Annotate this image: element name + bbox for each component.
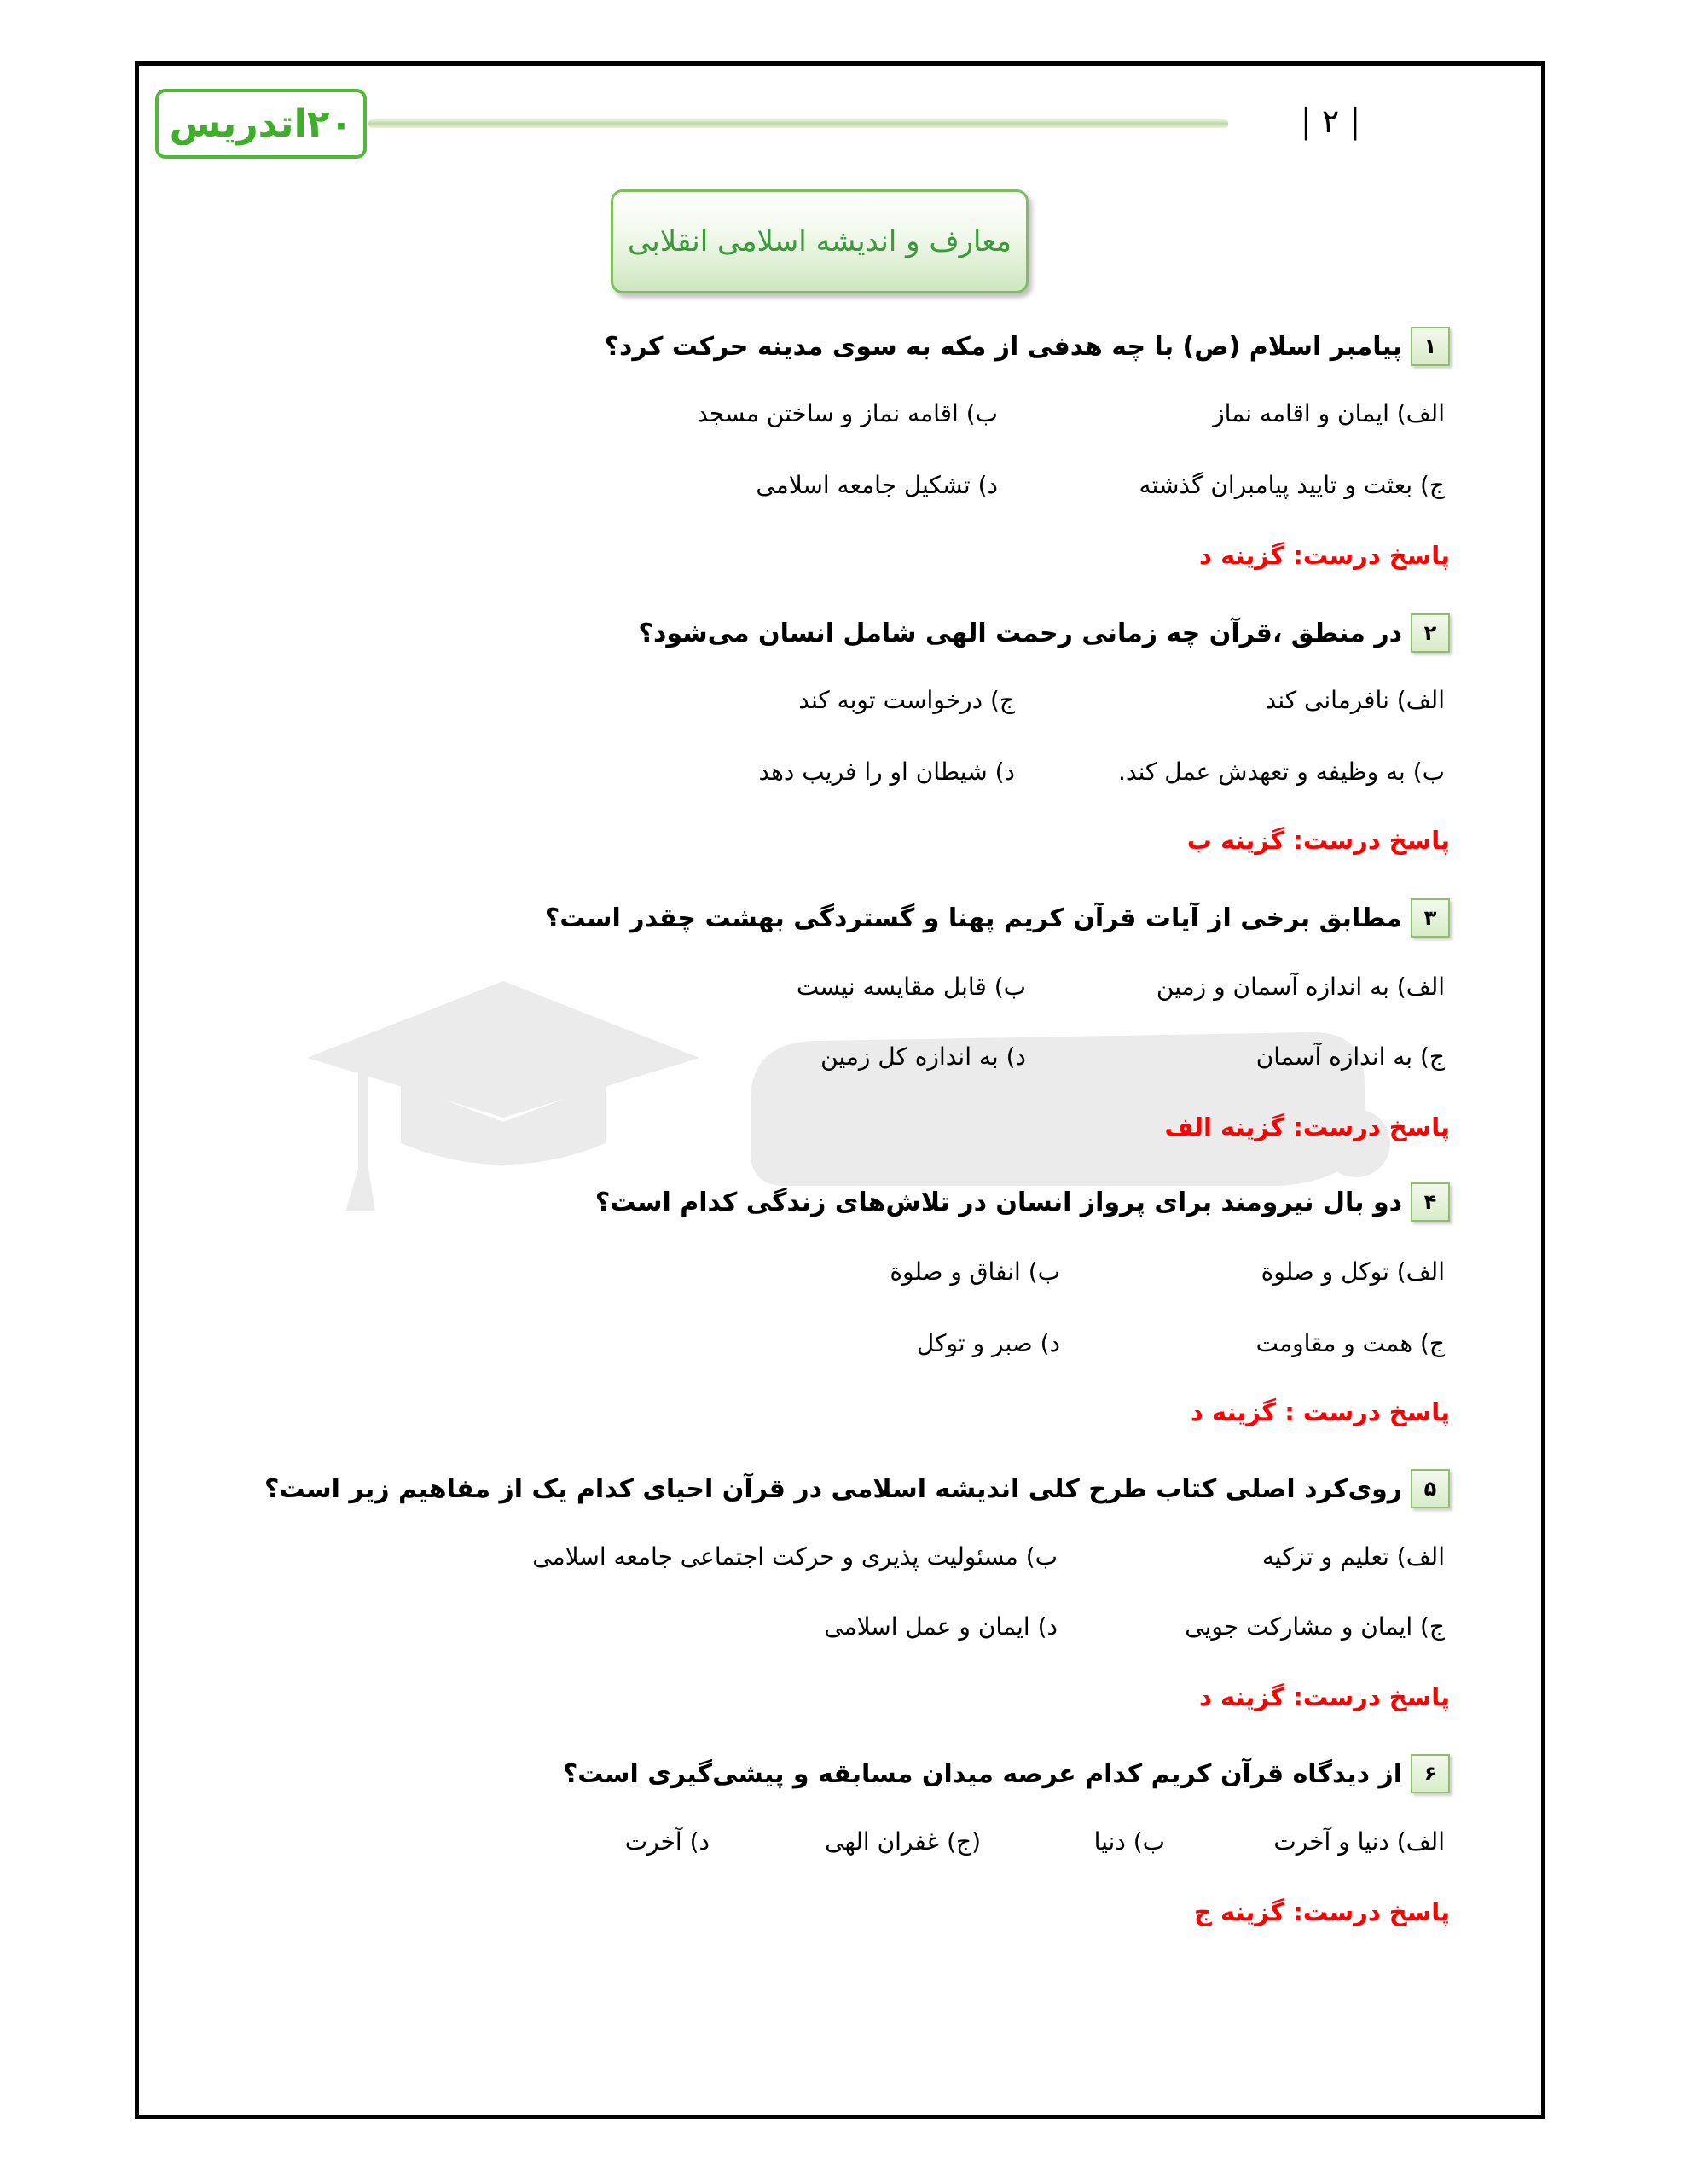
section-title: معارف و اندیشه اسلامی انقلابی: [627, 224, 1012, 258]
option: ب) انفاق و صلوة: [890, 1258, 1060, 1286]
page-border: [135, 61, 1545, 2119]
option: ب) اقامه نماز و ساختن مسجد: [697, 399, 998, 427]
option: (ج) غفران الهی: [825, 1827, 981, 1856]
option: الف) نافرمانی کند: [1265, 686, 1445, 714]
question-number: ۶: [1411, 1754, 1450, 1793]
answer: پاسخ درست: گزینه د: [1199, 1682, 1450, 1711]
question-text: پیامبر اسلام (ص) با چه هدفی از مکه به سوی مدینه حرکت کرد؟: [604, 331, 1402, 362]
option: د) تشکیل جامعه اسلامی: [756, 471, 998, 499]
option: ب) مسئولیت پذیری و حرکت اجتماعی جامعه اسلامی: [532, 1542, 1058, 1571]
answer: پاسخ درست: گزینه ج: [1194, 1897, 1450, 1926]
answer: پاسخ درست: گزینه ب: [1186, 826, 1450, 855]
option: ج) به اندازه آسمان: [1255, 1043, 1445, 1071]
question-number: ۴: [1411, 1182, 1450, 1222]
answer: پاسخ درست: گزینه د: [1199, 541, 1450, 570]
question-5: [264, 1469, 1450, 1508]
question-6: [563, 1754, 1450, 1793]
option: د) به اندازه کل زمین: [820, 1043, 1026, 1071]
page-number: | ۲ |: [1301, 102, 1361, 140]
question-text: در منطق ،قرآن چه زمانی رحمت الهی شامل انسان می‌شود؟: [638, 618, 1402, 648]
question-text: مطابق برخی از آیات قرآن کریم پهنا و گستردگی بهشت چقدر است؟: [544, 903, 1402, 933]
question-text: از دیدگاه قرآن کریم کدام عرصه میدان مسابقه و پیشی‌گیری است؟: [562, 1758, 1402, 1789]
question-text: دو بال نیرومند برای پرواز انسان در تلاش‌های زندگی کدام است؟: [594, 1187, 1402, 1217]
question-2: [639, 613, 1450, 653]
logo-text: ۲۰اتدریس: [169, 102, 353, 146]
option: ج) همت و مقاومت: [1255, 1329, 1445, 1357]
option: الف) تعلیم و تزکیه: [1261, 1542, 1445, 1571]
option: الف) ایمان و اقامه نماز: [1213, 399, 1445, 427]
question-4: [595, 1182, 1450, 1222]
option: ب) به وظیفه و تعهدش عمل کند.: [1117, 758, 1445, 786]
header-divider: [368, 119, 1228, 128]
question-3: [545, 898, 1450, 938]
option: د) ایمان و عمل اسلامی: [824, 1612, 1058, 1641]
question-1: [605, 327, 1450, 366]
option: ب) قابل مقایسه نیست: [796, 973, 1026, 1001]
option: ج) بعثت و تایید پیامبران گذشته: [1139, 471, 1445, 499]
question-number: ۲: [1411, 613, 1450, 653]
option: د) آخرت: [624, 1827, 710, 1856]
answer: پاسخ درست : گزینه د: [1190, 1397, 1450, 1426]
question-text: روی‌کرد اصلی کتاب طرح کلی اندیشه اسلامی در قرآن احیای کدام یک از مفاهیم زیر است؟: [264, 1473, 1402, 1504]
option: ج) درخواست توبه کند: [798, 686, 1015, 714]
option: الف) به اندازه آسمان و زمین: [1156, 973, 1445, 1001]
section-title-box: [611, 189, 1029, 293]
option: د) شیطان او را فریب دهد: [758, 758, 1015, 786]
answer: پاسخ درست: گزینه الف: [1164, 1112, 1450, 1141]
option: ج) ایمان و مشارکت جویی: [1185, 1612, 1445, 1641]
option: الف) توکل و صلوة: [1261, 1258, 1445, 1286]
question-number: ۵: [1411, 1469, 1450, 1508]
brand-logo: [155, 89, 367, 159]
option: ب) دنیا: [1093, 1827, 1165, 1856]
option: الف) دنیا و آخرت: [1273, 1827, 1445, 1856]
question-number: ۳: [1411, 898, 1450, 938]
option: د) صبر و توکل: [916, 1329, 1060, 1357]
question-number: ۱: [1411, 327, 1450, 366]
